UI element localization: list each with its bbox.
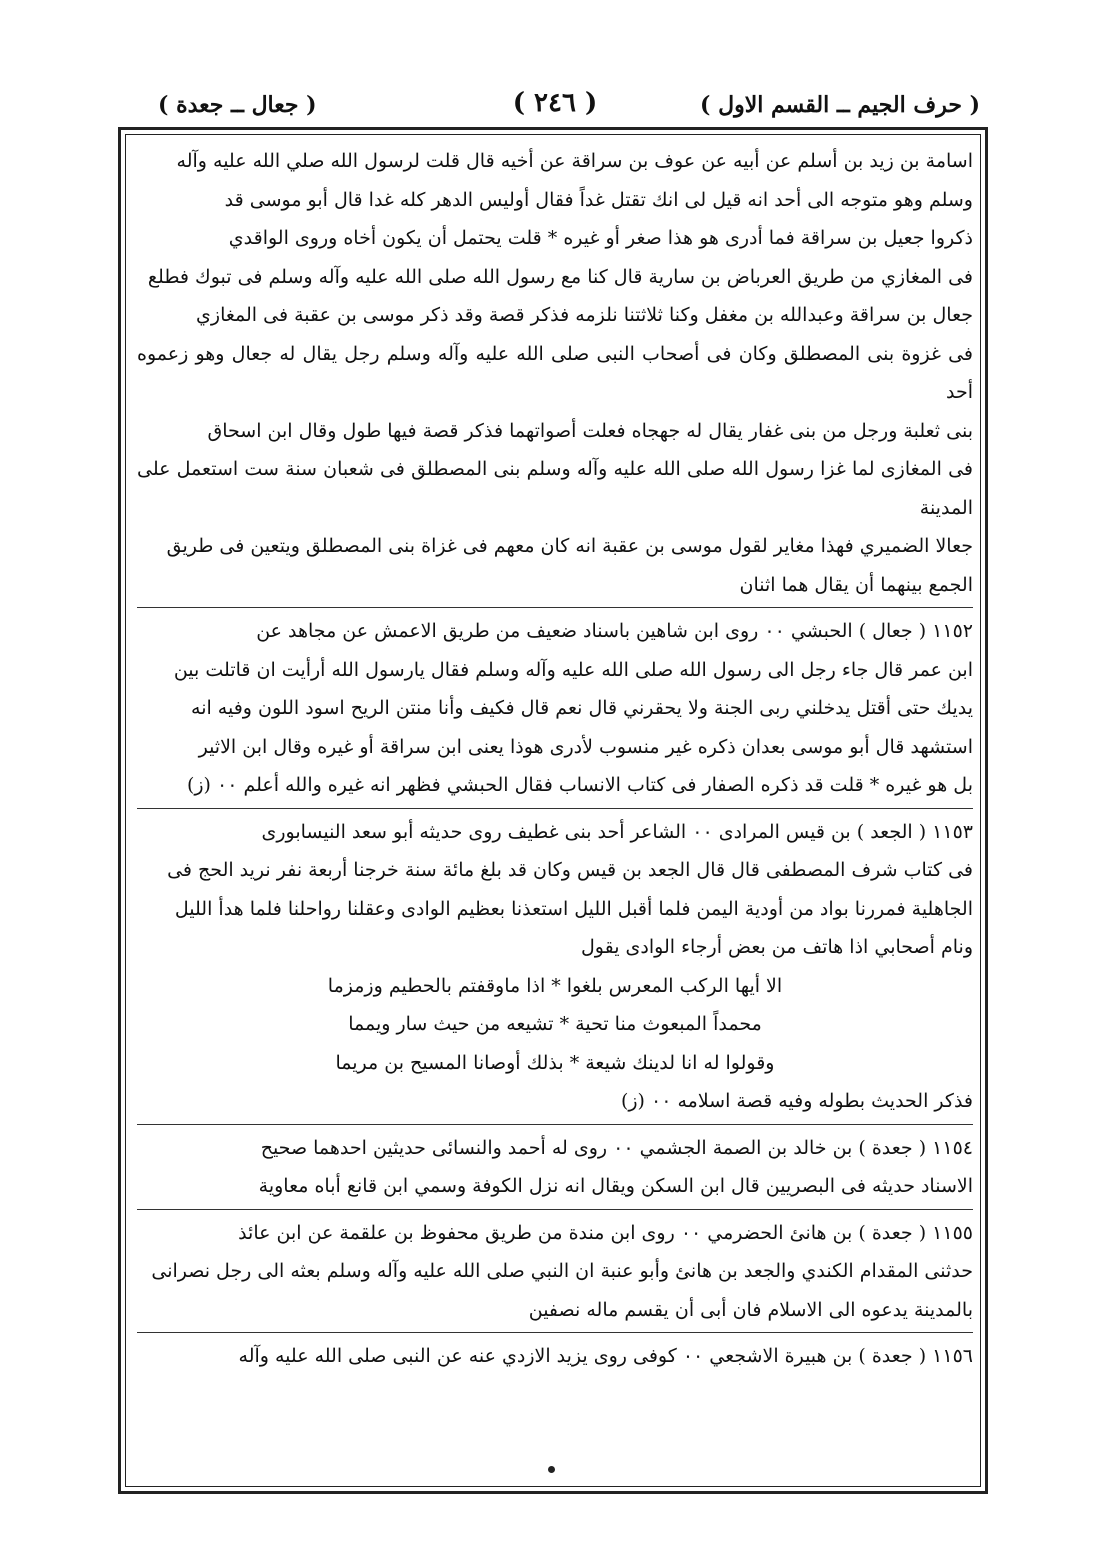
text-line: فى المغازي من طريق العرباض بن سارية قال كنا مع رسول الله صلى الله عليه وآله وسلم فى تبوك فطلع: [147, 265, 973, 288]
text-line: بالمدينة يدعوه الى الاسلام فان أبى أن يقسم ماله نصفين: [528, 1298, 973, 1321]
text-line: فى المغازى لما غزا رسول الله صلى الله عليه وآله وسلم بنى المصطلق فى شعبان سنة ست استعمل على المدينة: [137, 458, 973, 519]
text-line: ذكروا جعيل بن سراقة فما أدرى هو هذا صغر أو غيره * قلت يحتمل أن يكون أخاه وروى الواقدي: [228, 227, 973, 249]
poem-verse: الا أيها الركب المعرس بلغوا * اذا ماوقفتم بالحطيم وزمزما: [327, 974, 783, 997]
text-line: جعال بن سراقة وعبدالله بن مغفل وكنا ثلاثتنا نلزمه فذكر قصة وقد ذكر موسى بن عقبة فى المغازي: [196, 304, 973, 326]
entry-divider: [137, 1332, 973, 1333]
entry-divider: [137, 1124, 973, 1125]
text-line: فى كتاب شرف المصطفى قال قال الجعد بن قيس وكان قد بلغ مائة سنة خرجنا أربعة نفر نريد الحج فى: [167, 859, 973, 881]
text-line: الجاهلية فمررنا بواد من أودية اليمن فلما أقبل الليل استعذنا بعظيم الوادى وعقلنا رواحلنا فلما هدأ الليل: [174, 897, 973, 920]
page-number: ( ٢٤٦ ): [512, 88, 598, 118]
text-line: وسلم وهو متوجه الى أحد انه قيل لى انك تقتل غداً فقال أوليس الدهر كله غدا قال أبو موسى قد: [224, 188, 973, 211]
text-line: استشهد قال أبو موسى بعدان ذكره غير منسوب لأدرى هوذا يعنى ابن سراقة أو غيره وقال ابن الاثير: [198, 735, 973, 758]
entry-1153-line: ١١٥٣ ( الجعد ) بن قيس المرادى ٠٠ الشاعر أحد بنى غطيف روى حديثه أبو سعد النيسابورى: [261, 820, 973, 843]
page-body: [137, 142, 973, 1491]
text-frame: [118, 127, 988, 1494]
poem-verse: وقولوا له انا لدينك شيعة * بذلك أوصانا المسيح بن مريما: [335, 1051, 775, 1074]
text-line: حدثنى المقدام الكندي والجعد بن هانئ وأبو عنبة ان النبي صلى الله عليه وآله وسلم بعثه الى رجل نصرانى: [151, 1260, 973, 1282]
header-section-title: ( حرف الجيم ــ القسم الاول ): [700, 92, 980, 118]
text-line: بل هو غيره * قلت قد ذكره الصفار فى كتاب الانساب فقال الحبشي فظهر انه غيره والله أعلم ٠٠ (ز): [186, 774, 973, 796]
text-line: ابن عمر قال جاء رجل الى رسول الله صلى الله عليه وآله وسلم فقال يارسول الله أرأيت ان قاتلت بين: [173, 658, 973, 681]
entry-1156-line: ١١٥٦ ( جعدة ) بن هبيرة الاشجعي ٠٠ كوفى روى يزيد الازدي عنه عن النبى صلى الله عليه وآله: [238, 1345, 973, 1367]
entry-1155-line: ١١٥٥ ( جعدة ) بن هانئ الحضرمي ٠٠ روى ابن مندة من طريق محفوظ بن علقمة عن ابن عائذ: [238, 1221, 973, 1244]
header-entry-range: ( جعال ــ جعدة ): [158, 92, 317, 118]
entry-divider: [137, 607, 973, 608]
text-line: الاسناد حديثه فى البصريين قال ابن السكن ويقال انه نزل الكوفة وسمي ابن قانع أباه معاوية: [258, 1175, 973, 1197]
entry-1154-line: ١١٥٤ ( جعدة ) بن خالد بن الصمة الجشمي ٠٠ روى له أحمد والنسائى حديثين احدهما صحيح: [260, 1136, 973, 1159]
entry-divider: [137, 1209, 973, 1210]
footer-dot: [548, 1466, 555, 1473]
text-line: بنى ثعلبة ورجل من بنى غفار يقال له جهجاه فعلت أصواتهما فذكر قصة فيها طول وقال ابن اسحاق: [207, 419, 973, 442]
text-line: فى غزوة بنى المصطلق وكان فى أصحاب النبى صلى الله عليه وآله وسلم رجل يقال له جعال وهو زعموه أحد: [137, 342, 973, 403]
text-line: ونام أصحابي اذا هاتف من بعض أرجاء الوادى يقول: [580, 936, 973, 958]
text-line: فذكر الحديث بطوله وفيه قصة اسلامه ٠٠ (ز): [620, 1090, 973, 1112]
text-line: اسامة بن زيد بن أسلم عن أبيه عن عوف بن سراقة عن أخيه قال قلت لرسول الله صلي الله عليه وآله: [176, 150, 973, 172]
entry-1152-line: ١١٥٢ ( جعال ) الحبشي ٠٠ روى ابن شاهين باسناد ضعيف من طريق الاعمش عن مجاهد عن: [256, 620, 973, 642]
text-line: جعالا الضميري فهذا مغاير لقول موسى بن عقبة انه كان معهم فى غزاة بنى المصطلق ويتعين فى طريق: [166, 535, 973, 557]
poem: [137, 967, 973, 1083]
text-line: الجمع بينهما أن يقال هما اثنان: [739, 573, 973, 596]
entry-divider: [137, 808, 973, 809]
poem-verse: محمداً المبعوث منا تحية * تشيعه من حيث سار ويمما: [348, 1013, 762, 1035]
page-header: [130, 88, 980, 128]
text-line: يديك حتى أقتل يدخلني ربى الجنة ولا يحقرني قال نعم قال فكيف وأنا منتن الريح اسود اللون وفيه انه: [191, 697, 973, 719]
